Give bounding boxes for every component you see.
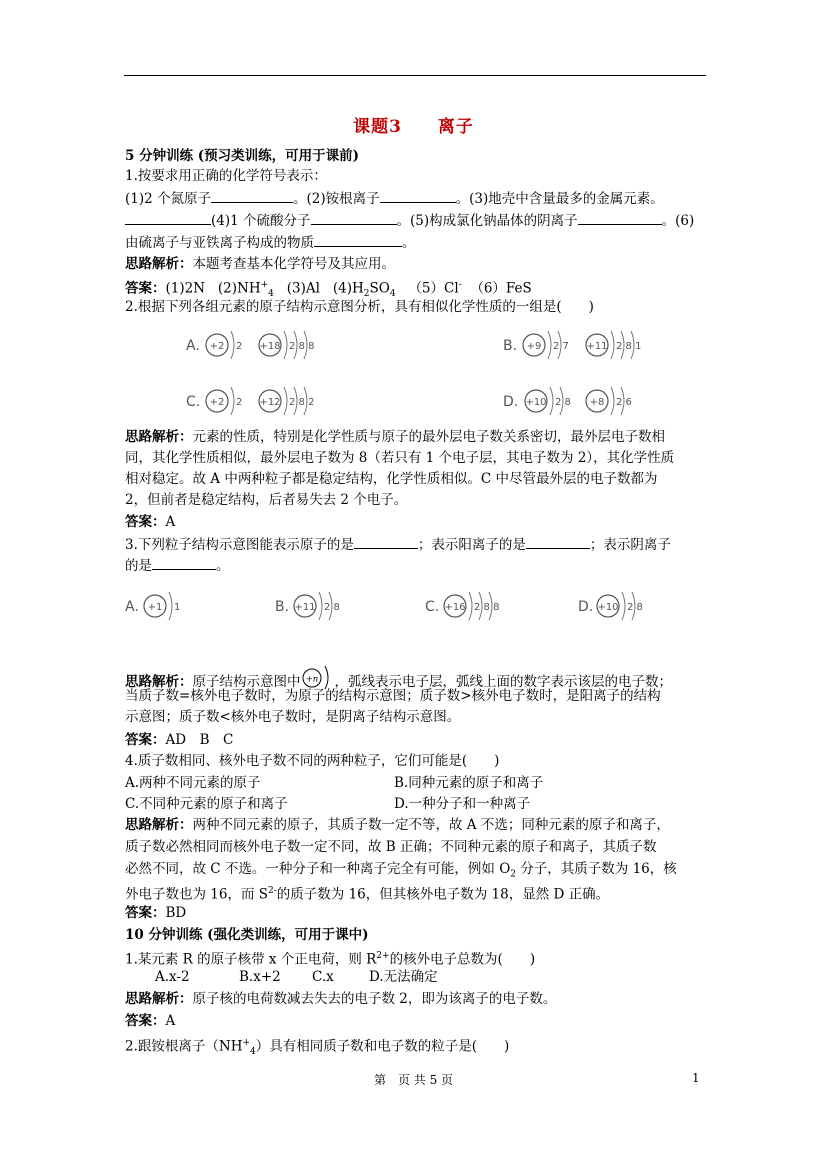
q2-option-c-diagram <box>186 381 336 421</box>
q4-analysis-line2: 质子数必然相同而核外电子数一定不同，故 B 正确；不同种元素的原子和离子，其质子数 <box>125 839 657 855</box>
svg-text:2: 2 <box>236 397 243 408</box>
q1-line2: (4)1 个硫酸分子 。(5)构成氯化钠晶体的阴离子 。(6) <box>125 210 694 231</box>
svg-text:+12: +12 <box>259 397 281 408</box>
q2-stem: 2.根据下列各组元素的原子结构示意图分析，具有相似化学性质的一组是( ) <box>125 299 594 315</box>
svg-text:A.: A. <box>186 338 200 354</box>
svg-text:+2: +2 <box>209 397 225 408</box>
svg-text:2 8 8: 2 8 8 <box>289 341 315 352</box>
svg-text:+2: +2 <box>209 341 225 352</box>
q4-option-c: C.不同种元素的原子和离子 <box>125 796 288 812</box>
q1-line1: (1)2 个氮原子 。(2)铵根离子 。(3)地壳中含量最多的金属元素。 <box>125 188 664 209</box>
q3-option-c-diagram <box>425 586 535 626</box>
svg-text:+11: +11 <box>586 341 608 352</box>
svg-text:B.: B. <box>503 338 518 354</box>
q1-analysis: 思路解析：本题考查基本化学符号及其应用。 <box>125 256 395 272</box>
q2-analysis-line1: 思路解析：元素的性质，特别是化学性质与原子的最外层电子数关系密切，最外层电子数相 <box>125 429 665 445</box>
svg-text:D.: D. <box>503 394 519 410</box>
svg-text:2 8: 2 8 <box>627 602 643 613</box>
svg-text:2 8: 2 8 <box>324 602 340 613</box>
q3-option-d-diagram <box>578 586 678 626</box>
svg-text:+10: +10 <box>525 397 547 408</box>
svg-text:2 8: 2 8 <box>555 397 571 408</box>
svg-text:A.: A. <box>125 599 139 615</box>
q5-option-b: B.x+2 <box>239 969 281 985</box>
footer-page-count: 第 页 共 5 页 <box>373 1073 454 1087</box>
q3-analysis-line1: 思路解析：原子结构示意图中 +n ，弧线表示电子层，弧线上面的数字表示该层的电子数； <box>125 664 672 692</box>
q3-option-a-diagram <box>125 586 195 626</box>
q3-analysis-line3: 示意图；质子数<核外电子数时，是阴离子结构示意图。 <box>125 709 461 725</box>
q4-stem: 4.质子数相同、核外电子数不同的两种粒子，它们可能是( ) <box>125 753 500 769</box>
q5-option-c: C.x <box>312 969 334 985</box>
svg-text:+16: +16 <box>444 602 466 613</box>
q5-analysis: 思路解析：原子核的电荷数减去失去的电子数 2，即为该离子的电子数。 <box>125 991 557 1007</box>
q2-option-a-diagram <box>186 325 336 365</box>
section-header-5min: 5 分钟训练 (预习类训练，可用于课前) <box>125 148 360 164</box>
q4-analysis-line3: 必然不同，故 C 不选。一种分子和一种离子完全有可能，例如 $O_2$ 分子，其质子数为 16，核 <box>125 861 677 880</box>
q2-option-b-diagram <box>503 325 653 365</box>
q2-analysis-line2: 同，其化学性质相似，最外层电子数为 8（若只有 1 个电子层，其电子数为 2），其化学性质 <box>125 450 675 466</box>
q2-option-d-diagram <box>503 381 653 421</box>
svg-text:+8: +8 <box>589 397 605 408</box>
q5-option-d: D.无法确定 <box>369 969 438 985</box>
svg-text:+10: +10 <box>597 602 619 613</box>
svg-text:D.: D. <box>578 599 594 615</box>
q4-analysis-line1: 思路解析：两种不同元素的原子，其质子数一定不等，故 A 不选；同种元素的原子和离子， <box>125 817 670 833</box>
q4-option-a: A.两种不同元素的原子 <box>125 775 261 791</box>
q3-answer: 答案：AD B C <box>125 732 234 748</box>
header-rule <box>124 75 706 76</box>
q3-stem-line1: 3.下列粒子结构示意图能表示原子的是 ；表示阳离子的是 ；表示阴离子 <box>125 534 671 555</box>
svg-text:2 8 8: 2 8 8 <box>474 602 500 613</box>
q3-option-b-diagram <box>275 586 375 626</box>
svg-text:C.: C. <box>186 394 201 410</box>
svg-text:2 7: 2 7 <box>553 341 569 352</box>
svg-text:1: 1 <box>174 602 181 613</box>
page-title: 课题3 离子 <box>353 117 474 137</box>
q6-stem: 2.跟铵根离子$(NH^+_4)$具有相同质子数和电子数的粒子是( ) <box>125 1038 510 1058</box>
q5-stem: 1.某元素 R 的原子核带 x 个正电荷，则 $R^{2+}$的核外电子总数为( ) <box>125 951 536 968</box>
svg-text:2 8 2: 2 8 2 <box>289 397 315 408</box>
svg-text:C.: C. <box>425 599 440 615</box>
svg-text:B.: B. <box>275 599 290 615</box>
svg-text:+9: +9 <box>526 341 542 352</box>
q3-stem-line2: 的是 。 <box>125 555 230 576</box>
q2-analysis-line4: 2，但前者是稳定结构，后者易失去 2 个电子。 <box>125 492 408 508</box>
footer-page-number: 1 <box>692 1071 700 1085</box>
q4-option-d: D.一种分子和一种离子 <box>394 796 531 812</box>
q3-analysis-line2: 当质子数=核外电子数时，为原子的结构示意图；质子数>核外电子数时，是阳离子的结构 <box>125 688 661 704</box>
svg-text:2 8 1: 2 8 1 <box>616 341 642 352</box>
q4-option-b: B.同种元素的原子和离子 <box>394 775 544 791</box>
q2-analysis-line3: 相对稳定。故 A 中两种粒子都是稳定结构，化学性质相似。C 中尽管最外层的电子数都为 <box>125 471 658 487</box>
q4-analysis-line4: 外电子数也为 16，而 $S^{2-}$的质子数为 16，但其核外电子数为 18，显然 D 正确。 <box>125 886 610 903</box>
q1-line3: 由硫离子与亚铁离子构成的物质 。 <box>125 232 416 253</box>
svg-text:2: 2 <box>236 341 243 352</box>
section-header-10min: 10 分钟训练 (强化类训练，可用于课中) <box>125 927 369 943</box>
q1-stem: 1.按要求用正确的化学符号表示： <box>125 168 327 184</box>
q4-answer: 答案：BD <box>125 905 187 921</box>
svg-text:+n: +n <box>305 674 318 685</box>
svg-text:+18: +18 <box>259 341 281 352</box>
q1-answer: 答案：(1)2N $(2)NH^+_4$ (3)Al $(4)H_2SO_4$ （5）Cl- （6）FeS <box>125 280 532 300</box>
q5-option-a: A.x-2 <box>155 969 190 985</box>
q5-answer: 答案：A <box>125 1013 176 1029</box>
q2-answer: 答案：A <box>125 514 176 530</box>
svg-text:+1: +1 <box>147 602 163 613</box>
svg-text:2 6: 2 6 <box>616 397 632 408</box>
svg-text:+11: +11 <box>294 602 316 613</box>
